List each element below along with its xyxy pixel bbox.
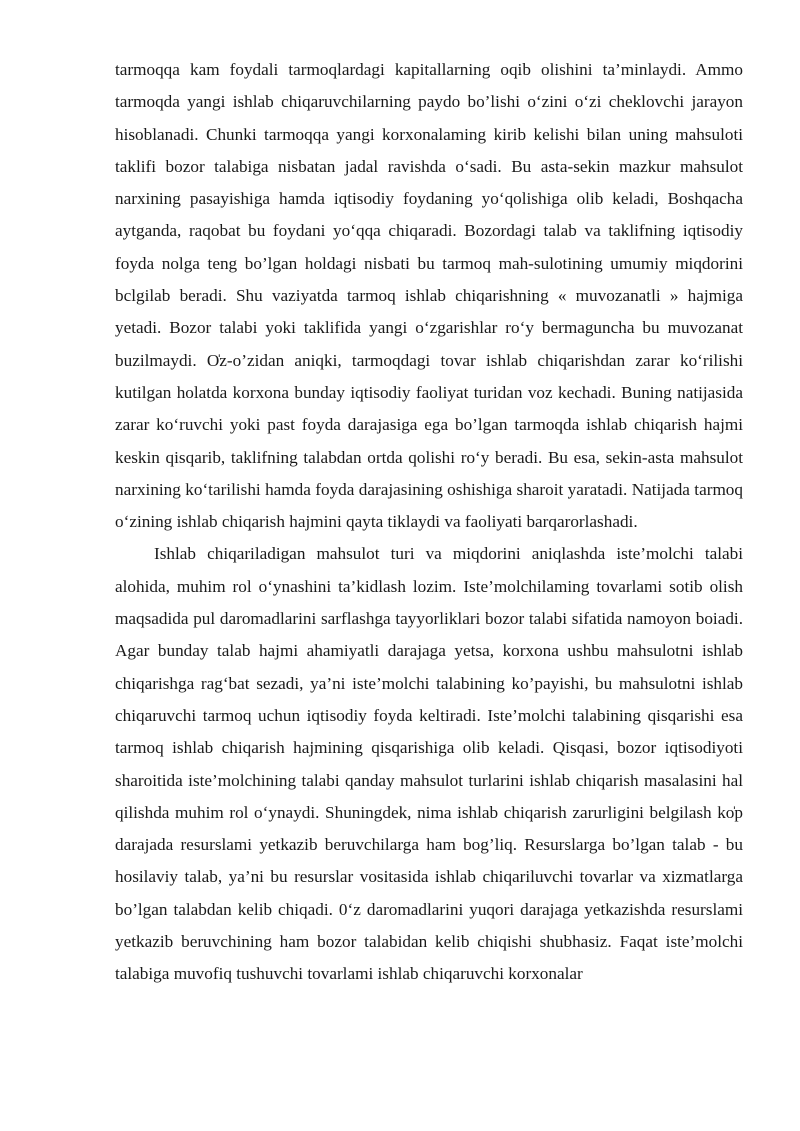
body-text (115, 54, 743, 991)
paragraph-1: tarmoqqa kam foydali tarmoqlardagi kapitallarning oqib olishini ta’minlaydi. Ammo tarmoqda yangi ishlab chiqaruvchilarning paydo bo’lishi o‘zini o‘zi cheklovchi jarayon hisoblanadi. Chunki tarmoqqa yangi korxonalaming kirib kelishi bilan uning mahsuloti taklifi bozor talabiga nisbatan jadal ravishda o‘sadi. Bu asta-sekin mazkur mahsulot narxining pasayishiga hamda iqtisodiy foydaning yo‘qolishiga olib keladi, Boshqacha aytganda, raqobat bu foydani yo‘qqa chiqaradi. Bozordagi talab va taklifning iqtisodiy foyda nolga teng bo’lgan holdagi nisbati bu tarmoq mah-sulotining umumiy miqdorini bclgilab beradi. Shu vaziyatda tarmoq ishlab chiqarishning « muvozanatli » hajmiga yetadi. Bozor talabi yoki taklifida yangi o‘zgarishlar ro‘y bermaguncha bu muvozanat buzilmaydi. O̍z-o’zidan aniqki, tarmoqdagi tovar ishlab chiqarishdan zarar ko‘rilishi kutilgan holatda korxona bunday iqtisodiy faoliyat turidan voz kechadi. Buning natijasida zarar ko‘ruvchi yoki past foyda darajasiga ega bo’lgan tarmoqda ishlab chiqarish hajmi keskin qisqarib, taklifning talabdan ortda qolishi ro‘y beradi. Bu esa, sekin-asta mahsulot narxining ko‘tarilishi hamda foyda darajasining oshishiga sharoit yaratadi. Natijada tarmoq o‘zining ishlab chiqarish hajmini qayta tiklaydi va faoliyati barqarorlashadi. (115, 60, 743, 532)
paragraph-2: Ishlab chiqariladigan mahsulot turi va miqdorini aniqlashda iste’molchi talabi alohida, muhim rol o‘ynashini ta’kidlash lozim. Iste’molchilaming tovarlami sotib olish maqsadida pul daromadlarini sarflashga tayyorliklari bozor talabi sifatida namoyon boiadi. Agar bunday talab hajmi ahamiyatli darajaga yetsa, korxona ushbu mahsulotni ishlab chiqarishga rag‘bat sezadi, ya’ni iste’molchi talabining ko’payishi, bu mahsulotni ishlab chiqaruvchi tarmoq uchun iqtisodiy foyda keltiradi. Iste’molchi talabining qisqarishi esa tarmoq ishlab chiqarish hajmining qisqarishiga olib keladi. Qisqasi, bozor iqtisodiyoti sharoitida iste’molchining talabi qanday mahsulot turlarini ishlab chiqarish masalasini hal qilishda muhim rol o‘ynaydi. Shuningdek, nima ishlab chiqarish zarurligini belgilash ko̍p darajada resurslami yetkazib beruvchilarga ham bog’liq. Resurslarga bo’lgan talab - bu hosilaviy talab, ya’ni bu resurslar vositasida ishlab chiqariluvchi tovarlar va xizmatlarga bo’lgan talabdan kelib chiqadi. 0‘z daromadlarini yuqori darajaga yetkazishda resurslami yetkazib beruvchining ham bozor talabidan kelib chiqishi shubhasiz. Faqat iste’molchi talabiga muvofiq tushuvchi tovarlami ishlab chiqaruvchi korxonalar (115, 544, 743, 984)
